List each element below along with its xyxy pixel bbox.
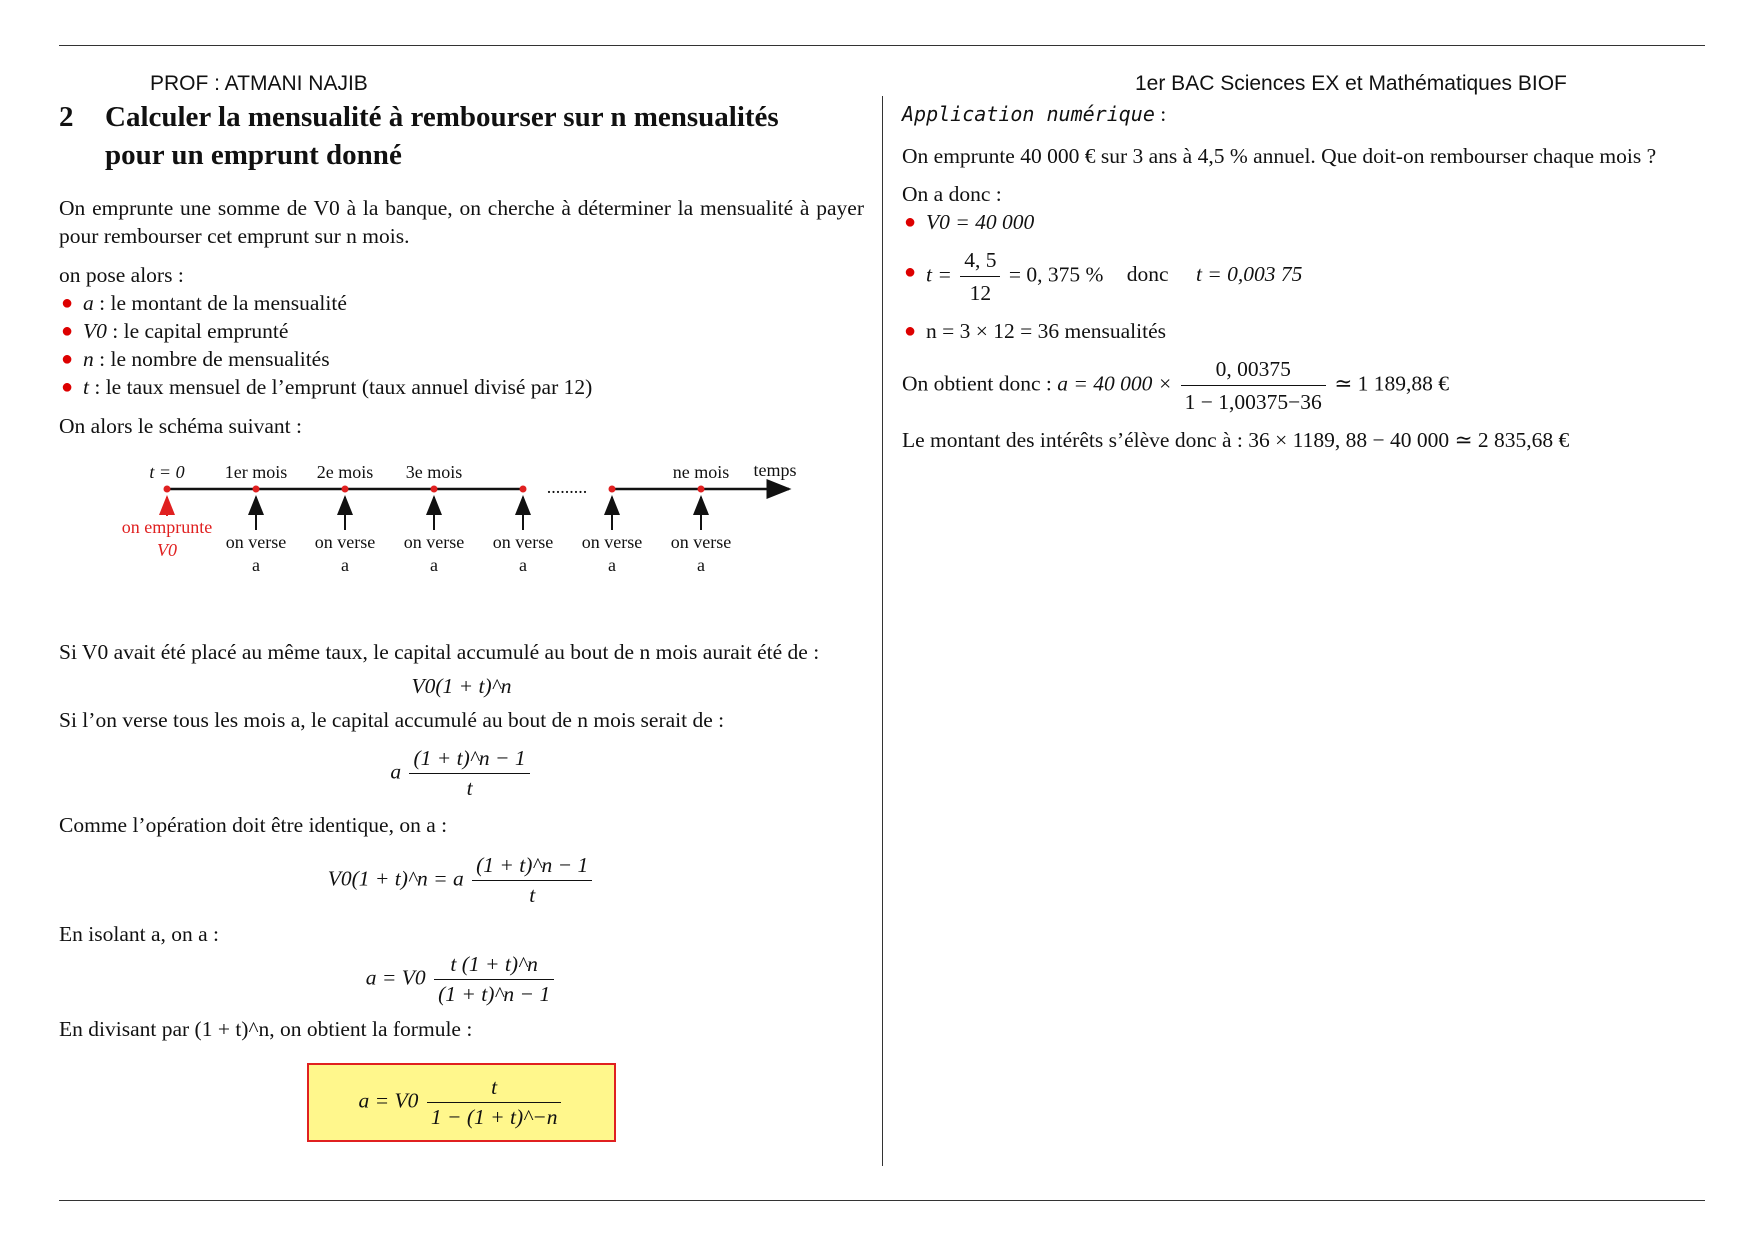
verse-label: a [519,555,527,575]
left-column [59,98,864,1142]
timeline-point [342,486,349,493]
section-heading [59,98,864,174]
verse-label: a [252,555,260,575]
verse-label: a [341,555,349,575]
dots-label: ......... [546,477,588,497]
formula-isolant: a = V0 $\frac{t (1 + t)\^{}n}{(1 + t)\^{}n - 1}$ [59,952,864,1007]
month-label: 2e mois [316,462,374,482]
verse-label: a [697,555,705,575]
t0-label: t = 0 [149,462,185,482]
definition-list [59,289,864,401]
para-verse: Si l’on verse tous les mois a, le capital accumulé au bout de n mois serait de : [59,708,725,732]
list-item: ● t = $\frac{4, 5}{12}$ = 0, 375 % donc t = 0,003 75 [904,248,1303,305]
application-donc: On a donc : [902,182,1002,206]
list-item: ● n : le nombre de mensualités [61,347,330,371]
application-heading [902,100,1705,128]
formula-verse: a $\frac{(1 + t)\^{}n - 1}{t}$ [59,746,864,801]
formula-final-box: a = V0 $\frac{t}{1 - (1 + t)\^{}-n}$ [307,1063,617,1142]
timeline-point [253,486,260,493]
top-rule [59,45,1705,46]
column-separator [882,96,883,1166]
section-number: 2 [59,101,74,133]
header-class: 1er BAC Sciences EX et Mathématiques BIOF [1135,72,1567,95]
para-divisant: En divisant par (1 + t)^n, on obtient la formule : [59,1017,473,1041]
application-question: On emprunte 40 000 € sur 3 ans à 4,5 % annuel. Que doit-on rembourser chaque mois ? [902,144,1657,168]
application-title: Application numérique [902,102,1155,126]
verse-label: on verse [403,532,465,552]
application-list [902,208,1705,345]
verse-label: on verse [314,532,376,552]
bottom-rule [59,1200,1705,1201]
timeline-schema [59,452,864,602]
list-item: ● n = 3 × 12 = 36 mensualités [904,319,1167,343]
formula-equal: V0(1 + t)^n = a $\frac{(1 + t)\^{}n - 1}{t}$ [59,853,864,908]
formula-place: V0(1 + t)^n [411,674,512,698]
right-column [902,98,1705,454]
list-item: ● t : le taux mensuel de l’emprunt (taux annuel divisé par 12) [61,375,593,399]
timeline-point [698,486,705,493]
header-author: PROF : ATMANI NAJIB [150,72,368,95]
list-item: ● V0 : le capital emprunté [61,319,289,343]
list-item: ● a : le montant de la mensualité [61,291,347,315]
intro-paragraph: On emprunte une somme de V0 à la banque, on cherche à déterminer la mensualité à payer pour rembourser cet emprunt sur n mois. [59,196,864,248]
list-item: ● V0 = 40 000 [904,210,1035,234]
verse-label: on verse [670,532,732,552]
month-label: 3e mois [405,462,463,482]
para-place: Si V0 avait été placé au même taux, le capital accumulé au bout de n mois aurait été de : [59,640,820,664]
application-colon: : [1154,102,1167,126]
temps-label: temps [753,460,797,480]
emprunte-label: on emprunte [121,517,213,537]
timeline-point [609,486,616,493]
pose-text: on pose alors : [59,263,184,287]
verse-label: on verse [492,532,554,552]
verse-label: a [430,555,438,575]
timeline-point [431,486,438,493]
verse-label: a [608,555,616,575]
month-label: 1er mois [224,462,288,482]
emprunte-v0-label: V0 [157,540,177,560]
formula-final-wrap [59,1063,864,1142]
application-interets: Le montant des intérêts s’élève donc à : 36 × 1189, 88 − 40 000 ≃ 2 835,68 € [902,428,1570,452]
section-title-line2: pour un emprunt donné [105,139,402,171]
schema-intro: On alors le schéma suivant : [59,414,303,438]
para-isolant: En isolant a, on a : [59,922,220,946]
timeline-svg [59,452,799,602]
para-identique: Comme l’opération doit être identique, on a : [59,813,448,837]
timeline-point [164,486,171,493]
timeline-point [520,486,527,493]
month-label: ne mois [672,462,730,482]
verse-label: on verse [225,532,287,552]
section-title-line1: Calculer la mensualité à rembourser sur n mensualités [105,101,779,133]
verse-label: on verse [581,532,643,552]
application-obtient: On obtient donc : a = 40 000 × $\frac{0, 00375}{1 - 1,00375-36}$ ≃ 1 189,88 € [902,357,1449,414]
